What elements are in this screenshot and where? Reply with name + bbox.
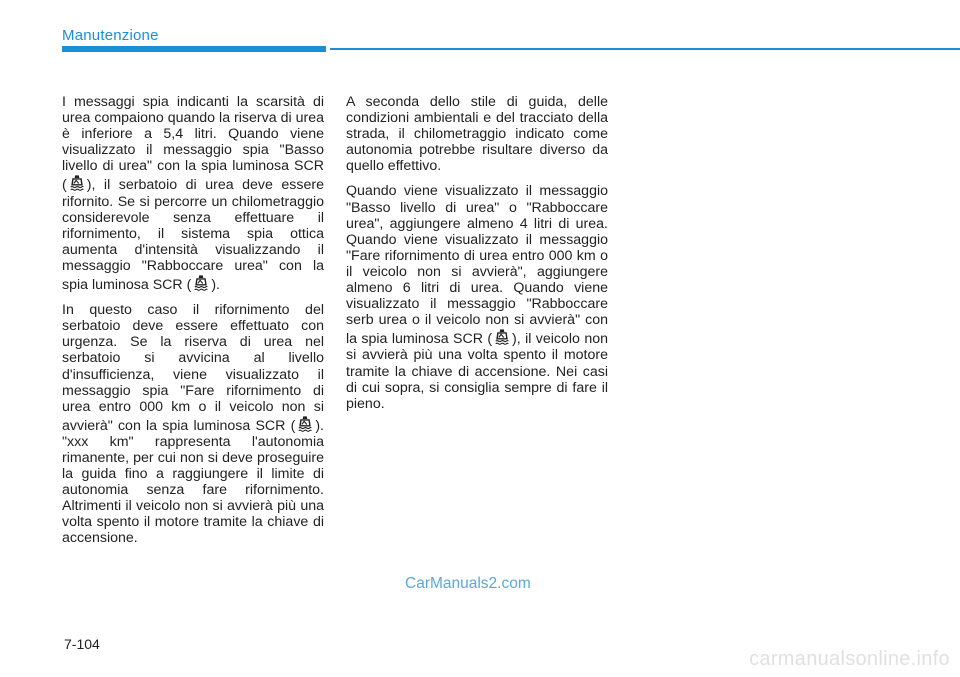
- watermark-link[interactable]: CarManuals2.com: [405, 575, 531, 592]
- left-paragraph-2: In questo caso il rifornimento del serbatoio deve essere effettuato con urgenza. Se la riserva di urea nel serbatoio si avvicina al livello d'insufficienza, viene visualizzato il messaggio spia "Fare rifornimento di urea entro 000 km o il veicolo non si avvierà" con la spia luminosa SCR ( ). "xxx km" rappresenta l'autonomia rimanente, per cui non si deve proseguire la guida fino a raggiungere il limite di autonomia senza fare rifornimento. Altrimenti il veicolo non si avvierà più una volta spento il motore tramite la chiave di accensione.: [62, 302, 324, 547]
- footer-watermark: carmanualsonline.info: [749, 648, 950, 670]
- section-title: Manutenzione: [62, 27, 159, 44]
- scr-urea-warning-icon: [296, 415, 314, 433]
- page-number: 7-104: [64, 636, 100, 652]
- scr-urea-warning-icon: [493, 328, 511, 346]
- right-paragraph-2: Quando viene visualizzato il messaggio "Basso livello di urea" o "Rabboccare urea", aggiungere almeno 4 litri di urea. Quando viene visualizzato il messaggio "Fare rifornimento di urea entro 000 km o il veicolo non si avvierà", aggiungere almeno 6 litri di urea. Quando viene visualizzato il messaggio "Rabboccare serb urea o il veicolo non si avvierà" con la spia luminosa SCR ( ), il veicolo non si avvierà più una volta spento il motore tramite la chiave di accensione. Nei casi di cui sopra, si consiglia sempre di fare il pieno.: [346, 183, 608, 412]
- right-paragraph-1: A seconda dello stile di guida, delle condizioni ambientali e del tracciato della strada, il chilometraggio indicato come autonomia potrebbe risultare diverso da quello effettivo.: [346, 94, 608, 175]
- left-column: [62, 94, 324, 556]
- scr-urea-warning-icon: [192, 274, 210, 292]
- right-column: [346, 94, 608, 421]
- left-paragraph-1: I messaggi spia indicanti la scarsità di urea compaiono quando la riserva di urea è inferiore a 5,4 litri. Quando viene visualizzato il messaggio spia "Basso livello di urea" con la spia luminosa SCR ( ), il serbatoio di urea deve essere rifornito. Se si percorre un chilometraggio considerevole senza effettuare il rifornimento, il sistema spia ottica aumenta d'intensità visualizzando il messaggio "Rabboccare urea" con la spia luminosa SCR ( ).: [62, 94, 324, 294]
- scr-urea-warning-icon: [68, 174, 86, 192]
- header-rule-thin: [330, 48, 960, 50]
- header-rule-thick: [62, 46, 326, 52]
